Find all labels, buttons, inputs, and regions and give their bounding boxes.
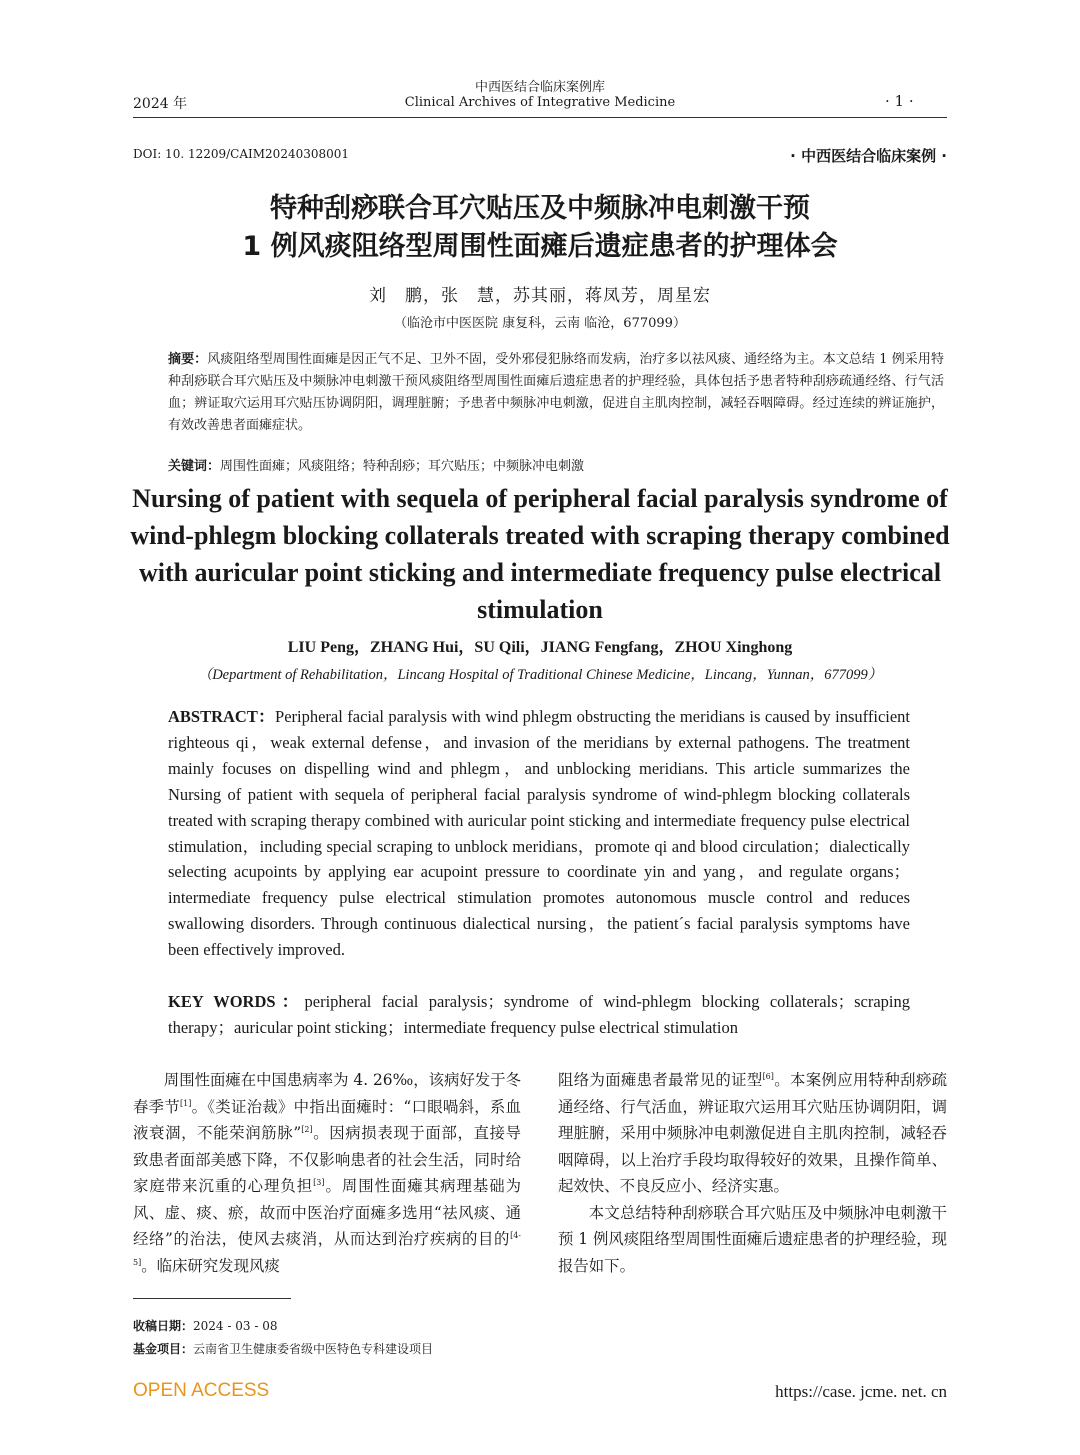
abstract-cn-label: 摘要： xyxy=(168,352,208,367)
body-text: 阻络为面瘫患者最常见的证型 xyxy=(558,1071,763,1089)
title-en: Nursing of patient with sequela of peripheral facial paralysis syndrome of wind-phlegm blocking collaterals treated with scraping therapy combined with auricular point sticking and intermediate frequency pulse electrical stimulation xyxy=(130,484,950,624)
footnote-received xyxy=(133,1317,277,1334)
abstract-en-text: Peripheral facial paralysis with wind phlegm obstructing the meridians is caused by insufficient righteous qi，weak external defense，and invasion of the meridians by external pathogens. The treatment mainly focuses on dispelling wind and phlegm，and unblocking meridians. This article summarizes the Nursing of patient with sequela of peripheral facial paralysis syndrome of wind-phlegm blocking collaterals treated with scraping therapy combined with auricular point sticking and intermediate frequency pulse electrical stimulation，including special scraping to unblock meridians，promote qi and blood circulation；dialectically selecting acupoints by applying ear acupoint pressure to coordinate yin and yang，and regulate organs；intermediate frequency pulse electrical stimulation promotes autonomous muscle control and reduces swallowing disorders. Through continuous dialectical nursing，the patient´s facial paralysis symptoms have been effectively improved. xyxy=(168,707,911,960)
body-text: 。本案例应用特种刮痧疏通经络、行气活血，辨证取穴运用耳穴贴压协调阴阳，调理脏腑，采用中频脉冲电刺激促进自主肌肉控制，减轻吞咽障碍，以上治疗手段均取得较好的效果，且操作简单、起效快、不良反应小、经济实惠。 xyxy=(558,1071,947,1195)
title-cn-line1: 特种刮痧联合耳穴贴压及中频脉冲电刺激干预 xyxy=(270,193,810,224)
footnote-value: 云南省卫生健康委省级中医特色专科建设项目 xyxy=(193,1342,434,1356)
affiliation-cn: （临沧市中医医院 康复科，云南 临沧，677099） xyxy=(394,316,686,331)
section-tag: · 中西医结合临床案例 · xyxy=(790,147,947,165)
journal-name-cn: 中西医结合临床案例库 xyxy=(474,80,605,95)
journal-url-link[interactable]: https://case. jcme. net. cn xyxy=(775,1382,947,1401)
keywords-en-label: KEY WORDS： xyxy=(168,992,305,1011)
citation-ref[interactable]: [6] xyxy=(762,1071,774,1081)
body-paragraph xyxy=(558,1067,947,1200)
body-text: 周围性面瘫在中国患病率为 4. 26‰，该病好发于冬春季节 xyxy=(133,1071,521,1116)
authors-cn: 刘 鹏，张 慧，苏其丽，蒋凤芳，周星宏 xyxy=(369,286,711,306)
body-text: 。《类证治裁》中指出面瘫时：“口眼喎斜，系血液衰涸，不能荣润筋脉” xyxy=(133,1097,521,1142)
body-text: 。临床研究发现风痰 xyxy=(141,1256,280,1275)
citation-ref[interactable]: [2] xyxy=(301,1124,313,1134)
doi: DOI: 10. 12209/CAIM20240308001 xyxy=(133,147,350,161)
keywords-en xyxy=(168,989,910,1041)
keywords-cn-text: 周围性面瘫；风痰阻络；特种刮痧；耳穴贴压；中频脉冲电刺激 xyxy=(220,459,585,474)
authors-en: LIU Peng，ZHANG Hui，SU Qili，JIANG Fengfang，ZHOU Xinghong xyxy=(287,639,793,656)
title-cn-line2: 1 例风痰阻络型周围性面瘫后遗症患者的护理体会 xyxy=(242,231,838,262)
keywords-cn-label: 关键词： xyxy=(168,459,221,474)
page-number: · 1 · xyxy=(885,92,914,110)
keywords-en-text: peripheral facial paralysis；syndrome of wind-phlegm blocking collaterals；scraping therapy；auricular point sticking；intermediate frequency pulse electrical stimulation xyxy=(168,992,911,1037)
citation-ref[interactable]: [3] xyxy=(313,1177,325,1187)
keywords-cn xyxy=(168,455,944,474)
citation-ref[interactable]: [4-5] xyxy=(133,1230,521,1267)
body-right-column xyxy=(558,1067,947,1279)
body-text: 。因病损表现于面部，直接导致患者面部美感下降，不仅影响患者的社会生活，同时给家庭带来沉重的心理负担 xyxy=(133,1124,521,1195)
body-left-column xyxy=(133,1067,521,1279)
journal-name-en: Clinical Archives of Integrative Medicine xyxy=(404,95,676,110)
abstract-en xyxy=(168,704,910,963)
footnote-rule xyxy=(133,1298,291,1299)
header-year: 2024 年 xyxy=(133,96,188,112)
abstract-cn xyxy=(168,349,944,437)
citation-ref[interactable]: [1] xyxy=(180,1098,192,1108)
abstract-cn-text: 风痰阻络型周围性面瘫是因正气不足、卫外不固，受外邪侵犯脉络而发病，治疗多以祛风痰、通经络为主。本文总结 1 例采用特种刮痧联合耳穴贴压及中频脉冲电刺激干预风痰阻络型周围性面瘫后遗症患者的护理经验，具体包括予患者特种刮痧疏通经络、行气活血；辨证取穴运用耳穴贴压协调阴阳，调理脏腑；予患者中频脉冲电刺激，促进自主肌肉控制，减轻吞咽障碍。经过连续的辨证施护，有效改善患者面瘫症状。 xyxy=(168,352,944,433)
body-text: 。周围性面瘫其病理基础为风、虚、痰、瘀，故而中医治疗面瘫多选用“祛风痰、通经络”的治法，使风去痰消，从而达到治疗疾病的目的 xyxy=(133,1177,521,1248)
body-paragraph: 本文总结特种刮痧联合耳穴贴压及中频脉冲电刺激干预 1 例风痰阻络型周围性面瘫后遗症患者的护理经验，现报告如下。 xyxy=(558,1203,947,1275)
footnote-value: 2024 - 03 - 08 xyxy=(193,1319,278,1333)
abstract-en-label: ABSTRACT： xyxy=(168,707,276,726)
footnote-label: 基金项目： xyxy=(133,1342,194,1356)
footnote-label: 收稿日期： xyxy=(133,1319,194,1333)
open-access-label: OPEN ACCESS xyxy=(133,1380,270,1401)
header-rule xyxy=(133,117,947,118)
affiliation-en: （Department of Rehabilitation，Lincang Hospital of Traditional Chinese Medicine，Lincang，Yunnan，677099） xyxy=(197,667,883,683)
footnote-fund xyxy=(133,1340,433,1357)
